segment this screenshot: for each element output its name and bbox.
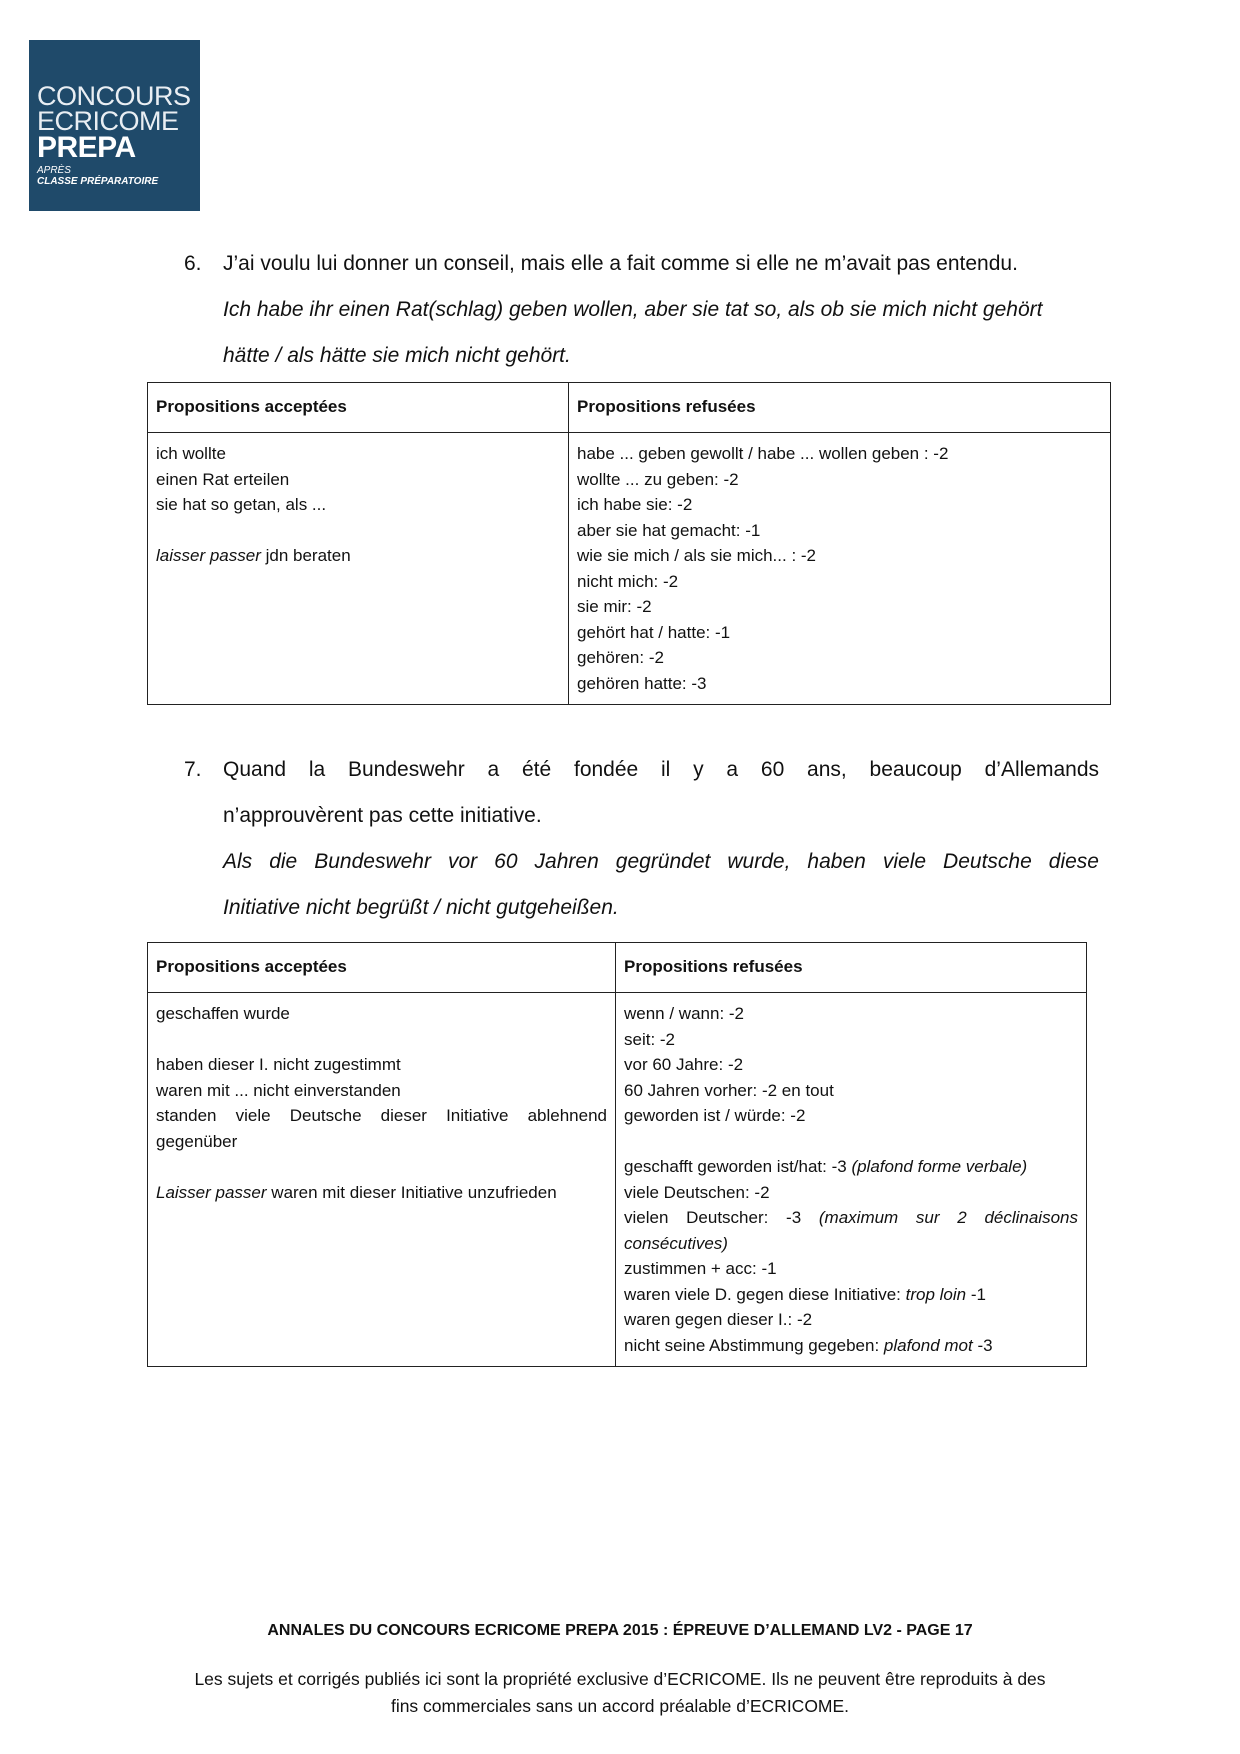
footer-note	[150, 1666, 1090, 1720]
question-6-german-line2: hätte / als hätte sie mich nicht gehört.	[223, 344, 571, 367]
refused-text: nicht seine Abstimmung gegeben:	[624, 1335, 884, 1355]
refused-item: 60 Jahren vorher: -2 en tout	[624, 1080, 834, 1100]
refused-item: geworden ist / würde: -2	[624, 1106, 806, 1125]
table-question-6	[147, 382, 1111, 705]
question-7-french-line2: n’approuvèrent pas cette initiative.	[223, 804, 542, 827]
refused-text: waren viele D. gegen diese Initiative:	[624, 1284, 906, 1304]
logo-line-apres: APRÈS	[37, 165, 71, 176]
question-6-french-text: J’ai voulu lui donner un conseil, mais elle a fait comme si elle ne m’avait pas entendu.	[223, 252, 1018, 275]
refused-item: wenn / wann: -2	[624, 1004, 745, 1023]
logo-line-ecricome: ECRICOME	[37, 106, 179, 136]
refused-item: vor 60 Jahre: -2	[624, 1055, 744, 1074]
refused-text: -1	[966, 1284, 986, 1304]
table-question-7	[147, 942, 1087, 1367]
refused-item: wollte ... zu geben: -2	[577, 469, 739, 489]
question-7-french-text: Quand la Bundeswehr a été fondée il y a 60 ans, beaucoup d’Allemands	[223, 758, 1099, 781]
accepted-item: standen viele Deutsche dieser Initiative ablehnend	[156, 1106, 607, 1125]
refused-item	[624, 1333, 1078, 1359]
logo-line-prepa: PREPA	[37, 131, 136, 164]
refused-item: aber sie hat gemacht: -1	[577, 520, 761, 540]
refused-item: gehört hat / hatte: -1	[577, 622, 731, 642]
refused-cell	[616, 993, 1087, 1367]
accepted-item: geschaffen wurde	[156, 1004, 290, 1023]
footer-title: ANNALES DU CONCOURS ECRICOME PREPA 2015 : ÉPREUVE D’ALLEMAND LV2 - PAGE 17	[267, 1622, 973, 1639]
question-7-french-line1	[184, 747, 1099, 793]
question-7-german-line1: Als die Bundeswehr vor 60 Jahren gegründet wurde, haben viele Deutsche diese	[223, 850, 1099, 873]
refused-item: waren gegen dieser I.: -2	[624, 1310, 813, 1329]
accepted-item	[156, 1180, 607, 1206]
refused-item: ich habe sie: -2	[577, 495, 693, 514]
refused-item: gehören: -2	[577, 648, 664, 667]
accepted-rest: waren mit dieser Initiative unzufrieden	[266, 1182, 557, 1202]
header-accepted: Propositions acceptées	[148, 943, 616, 993]
refused-item: seit: -2	[624, 1029, 676, 1049]
question-7-number: 7.	[184, 758, 202, 781]
accepted-item: waren mit ... nicht einverstanden	[156, 1080, 401, 1100]
accepted-item	[156, 543, 560, 569]
footer-note-line1: Les sujets et corrigés publiés ici sont la propriété exclusive d’ECRICOME. Ils ne peuvent être reproduits à des	[194, 1669, 1046, 1689]
refused-text: vielen Deutscher: -3	[624, 1208, 819, 1227]
refused-item	[624, 1154, 1078, 1180]
refused-item: consécutives)	[624, 1233, 728, 1253]
accepted-italic: Laisser passer	[156, 1182, 267, 1202]
question-7-german-line2: Initiative nicht begrüßt / nicht gutgeheißen.	[223, 896, 619, 919]
refused-italic: plafond mot	[883, 1335, 973, 1355]
refused-item: nicht mich: -2	[577, 571, 679, 591]
question-6	[184, 241, 1099, 379]
refused-item: viele Deutschen: -2	[624, 1182, 770, 1202]
accepted-item: ich wollte	[156, 444, 226, 463]
question-6-french	[184, 241, 1099, 287]
refused-item	[624, 1282, 1078, 1308]
header-refused: Propositions refusées	[569, 383, 1111, 433]
footer-note-line2: fins commerciales sans un accord préalable d’ECRICOME.	[390, 1696, 850, 1716]
refused-text: geschafft geworden ist/hat: -3	[624, 1157, 852, 1176]
logo-line-concours: CONCOURS	[37, 81, 191, 111]
accepted-cell	[148, 433, 569, 705]
accepted-item: sie hat so getan, als ...	[156, 495, 327, 514]
refused-item: sie mir: -2	[577, 597, 652, 616]
accepted-item: gegenüber	[156, 1131, 238, 1151]
header-accepted: Propositions acceptées	[148, 383, 569, 433]
logo-line-classe: CLASSE PRÉPARATOIRE	[37, 176, 159, 187]
refused-italic: trop loin	[905, 1284, 967, 1304]
question-6-number: 6.	[184, 252, 202, 275]
question-7	[184, 747, 1099, 931]
refused-item: gehören hatte: -3	[577, 673, 707, 693]
accepted-italic: laisser passer	[156, 546, 261, 565]
question-6-german-line1: Ich habe ihr einen Rat(schlag) geben wollen, aber sie tat so, als ob sie mich nicht gehört	[223, 298, 1043, 321]
refused-item: habe ... geben gewollt / habe ... wollen geben : -2	[577, 444, 949, 463]
refused-italic: (plafond forme verbale)	[851, 1157, 1028, 1176]
accepted-item: einen Rat erteilen	[156, 469, 290, 489]
refused-item	[624, 1205, 1078, 1231]
header-refused: Propositions refusées	[616, 943, 1087, 993]
accepted-rest: jdn beraten	[260, 546, 351, 565]
refused-cell	[569, 433, 1111, 705]
accepted-item: haben dieser I. nicht zugestimmt	[156, 1055, 401, 1074]
accepted-cell	[148, 993, 616, 1367]
refused-italic: (maximum sur 2 déclinaisons	[818, 1208, 1078, 1227]
refused-item: wie sie mich / als sie mich... : -2	[577, 546, 817, 565]
refused-item: zustimmen + acc: -1	[624, 1259, 777, 1278]
refused-text: -3	[972, 1335, 993, 1355]
ecricome-logo	[29, 40, 200, 211]
